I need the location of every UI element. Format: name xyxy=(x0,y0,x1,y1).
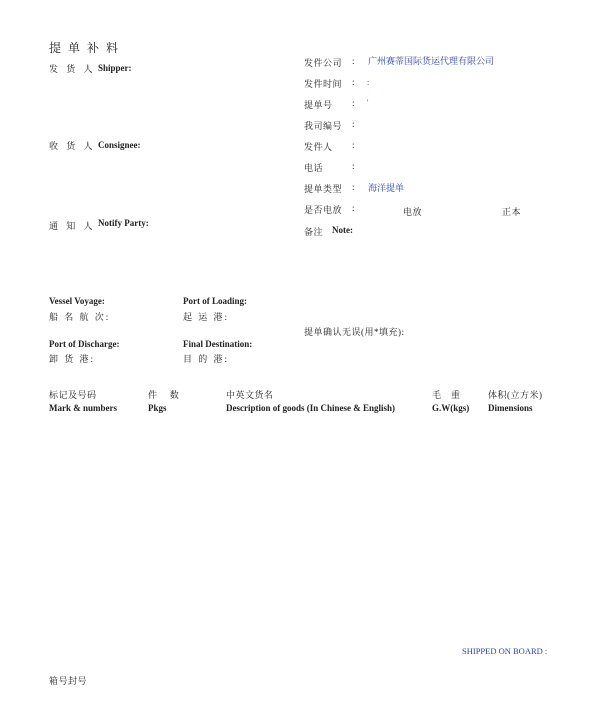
shipped-on-board-label: SHIPPED ON BOARD : xyxy=(462,646,548,656)
marks-header-cn: 标记及号码 xyxy=(49,390,97,400)
marks-header-en: Mark & numbers xyxy=(49,403,117,413)
port-of-discharge-label-en: Port of Discharge: xyxy=(49,339,120,349)
bl-confirm-note: 提单确认无误(用*填充): xyxy=(304,327,405,337)
phone-label: 电话 xyxy=(304,163,324,173)
notify-label-en: Notify Party: xyxy=(98,218,149,228)
pkgs-header-en: Pkgs xyxy=(148,403,167,413)
company-label: 发件公司 xyxy=(304,58,343,68)
our-ref-label: 我司编号 xyxy=(304,121,343,131)
sender-label: 发件人 xyxy=(304,142,333,152)
dimensions-header-cn: 体积(立方米) xyxy=(488,390,543,400)
final-destination-label-cn: 目 的 港: xyxy=(183,354,230,364)
send-time-value: : xyxy=(367,78,370,87)
bl-type-label: 提单类型 xyxy=(304,184,343,194)
description-header-cn: 中英文货名 xyxy=(226,390,274,400)
final-destination-label-en: Final Destination: xyxy=(183,339,253,349)
consignee-label-en: Consignee: xyxy=(98,140,141,150)
vessel-voyage-label-en: Vessel Voyage: xyxy=(49,296,105,306)
original-bl-option: 正本 xyxy=(502,207,522,217)
container-seal-label: 箱号封号 xyxy=(49,676,88,686)
bl-type-value: 海洋提单 xyxy=(368,183,405,193)
shipper-label-cn: 发 货 人 xyxy=(49,64,96,74)
bl-number-label: 提单号 xyxy=(304,100,333,110)
port-of-discharge-label-cn: 卸 货 港: xyxy=(49,354,96,364)
port-of-loading-label-en: Port of Loading: xyxy=(183,296,247,306)
telex-release-option: 电放 xyxy=(403,207,423,217)
phone-colon: : xyxy=(352,161,355,171)
vessel-voyage-label-cn: 船 名 航 次: xyxy=(49,312,111,322)
send-time-label: 发件时间 xyxy=(304,79,343,89)
port-of-loading-label-cn: 起 运 港: xyxy=(183,312,230,322)
sender-colon: : xyxy=(352,140,355,150)
telex-label: 是否电放 xyxy=(304,205,343,215)
gross-weight-header-en: G.W(kgs) xyxy=(432,403,470,413)
remark-label-en: Note: xyxy=(332,225,353,235)
telex-colon: : xyxy=(352,203,355,213)
company-colon: : xyxy=(352,56,355,66)
pkgs-header-cn: 件 数 xyxy=(148,390,180,400)
description-header-en: Description of goods (In Chinese & English) xyxy=(226,403,396,413)
notify-label-cn: 通 知 人 xyxy=(49,221,96,231)
page-title: 提 单 补 料 xyxy=(49,41,121,55)
send-time-colon: : xyxy=(352,77,355,87)
gross-weight-header-cn: 毛 重 xyxy=(432,390,461,400)
our-ref-colon: : xyxy=(352,119,355,129)
bl-type-colon: : xyxy=(352,182,355,192)
shipper-label-en: Shipper: xyxy=(98,63,132,73)
dimensions-header-en: Dimensions xyxy=(488,403,533,413)
remark-label-cn: 备注 xyxy=(304,227,324,237)
bl-number-value: ' xyxy=(367,98,369,107)
consignee-label-cn: 收 货 人 xyxy=(49,141,96,151)
company-value: 广州赛蒂国际货运代理有限公司 xyxy=(368,56,495,66)
bl-number-colon: : xyxy=(352,98,355,108)
